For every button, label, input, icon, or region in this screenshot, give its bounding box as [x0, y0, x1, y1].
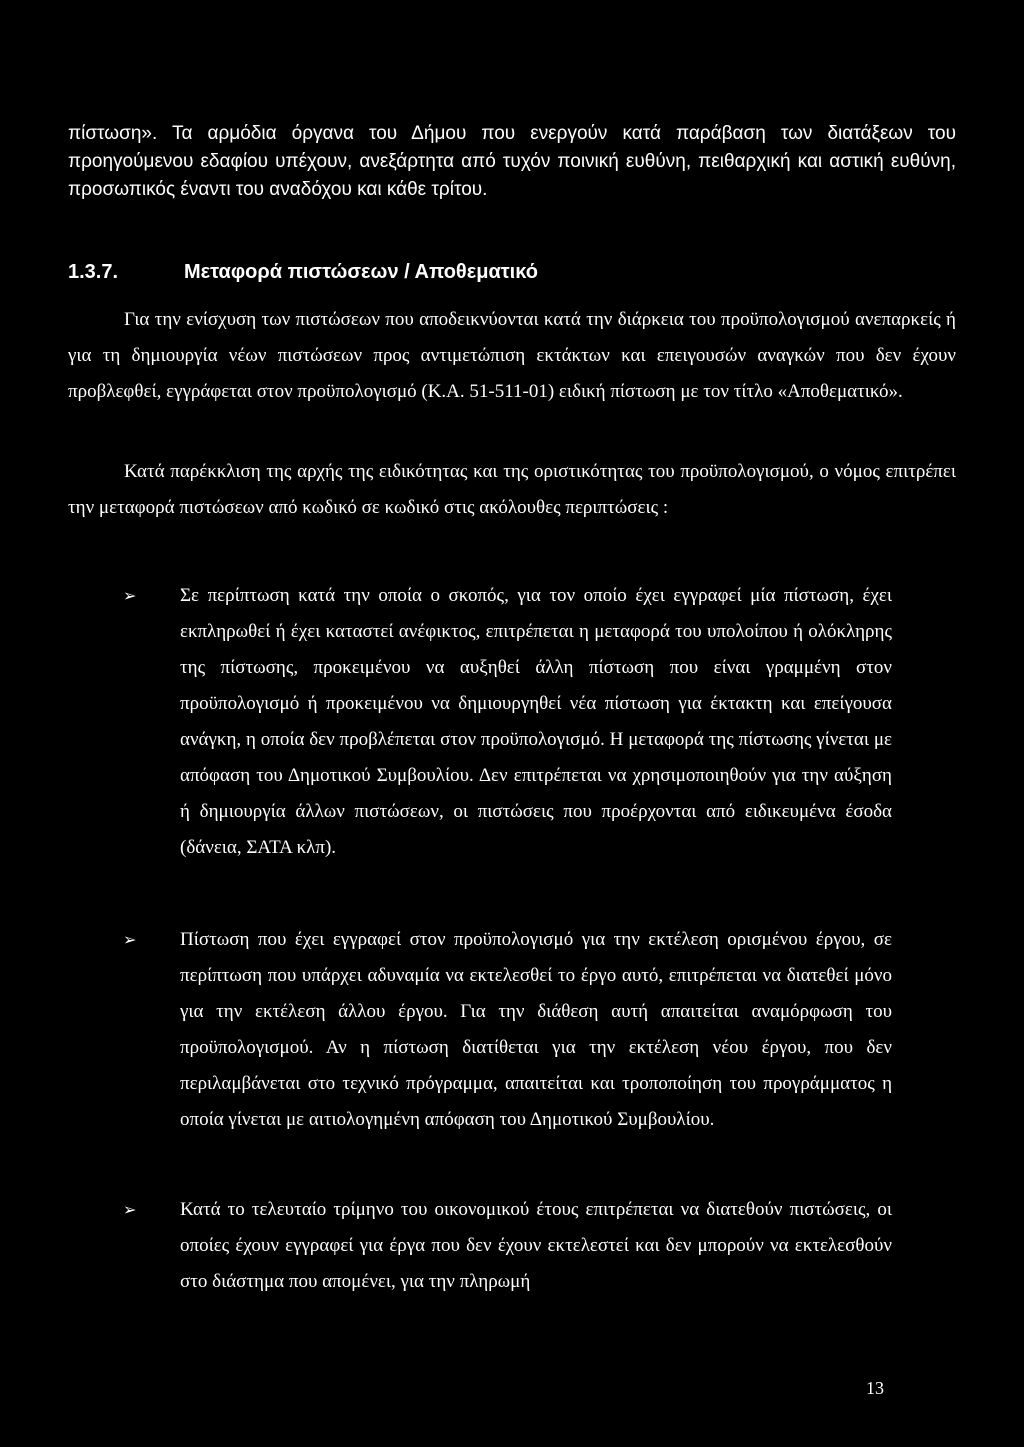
bullet-arrow-icon: ➢: [123, 586, 137, 605]
intro-paragraph: πίστωση». Τα αρμόδια όργανα του Δήμου που ενεργούν κατά παράβαση των διατάξεων του προηγούμενου εδαφίου υπέχουν, ανεξάρτητα από τυχόν ποινική ευθύνη, πειθαρχική και αστική ευθύνη, προσωπικός έναντι του αναδόχου και κάθε τρίτου.: [68, 123, 956, 200]
section-title: Μεταφορά πιστώσεων / Αποθεματικό: [184, 261, 538, 283]
paragraph-exceptions: Κατά παρέκκλιση της αρχής της ειδικότητας και της οριστικότητας του προϋπολογισμού, ο νόμος επιτρέπει την μεταφορά πιστώσεων από κωδικό σε κωδικό στις ακόλουθες περιπτώσεις :: [68, 461, 956, 518]
bullet-arrow-icon: ➢: [123, 1200, 137, 1219]
bullet-item-3: Κατά το τελευταίο τρίμηνο του οικονομικού έτους επιτρέπεται να διατεθούν πιστώσεις, οι οποίες έχουν εγγραφεί για έργα που δεν έχουν εκτελεστεί και δεν μπορούν να εκτελεσθούν στο διάστημα που απομένει, για την πληρωμή: [180, 1199, 892, 1292]
section-number: 1.3.7.: [68, 261, 119, 283]
section-heading: [68, 258, 538, 286]
bullet-item-1: Σε περίπτωση κατά την οποία ο σκοπός, για τον οποίο έχει εγγραφεί μία πίστωση, έχει εκπληρωθεί ή έχει καταστεί ανέφικτος, επιτρέπεται η μεταφορά του υπολοίπου ή ολόκληρης της πίστωσης, προκειμένου να αυξηθεί άλλη πίστωση που είναι γραμμένη στον προϋπολογισμό ή προκειμένου να δημιουργηθεί νέα πίστωση για έκτακτη και επείγουσα ανάγκη, η οποία δεν προβλέπεται στον προϋπολογισμό. Η μεταφορά της πίστωσης γίνεται με απόφαση του Δημοτικού Συμβουλίου. Δεν επιτρέπεται να χρησιμοποιηθούν για την αύξηση ή δημιουργία άλλων πιστώσεων, οι πιστώσεις που προέρχονται από ειδικευμένα έσοδα (δάνεια, ΣΑΤΑ κλπ).: [180, 585, 892, 858]
page-number: 13: [866, 1378, 884, 1398]
bullet-arrow-icon: ➢: [123, 930, 137, 949]
bullet-item-2: Πίστωση που έχει εγγραφεί στον προϋπολογισμό για την εκτέλεση ορισμένου έργου, σε περίπτωση που υπάρχει αδυναμία να εκτελεσθεί το έργο αυτό, επιτρέπεται να διατεθεί μόνο για την εκτέλεση άλλου έργου. Για την διάθεση αυτή απαιτείται αναμόρφωση του προϋπολογισμού. Αν η πίστωση διατίθεται για την εκτέλεση νέου έργου, που δεν περιλαμβάνεται στο τεχνικό πρόγραμμα, απαιτείται και τροποποίηση του προγράμματος η οποία γίνεται με αιτιολογημένη απόφαση του Δημοτικού Συμβουλίου.: [180, 929, 892, 1130]
paragraph-reserve: Για την ενίσχυση των πιστώσεων που αποδεικνύονται κατά την διάρκεια του προϋπολογισμού ανεπαρκείς ή για τη δημιουργία νέων πιστώσεων προς αντιμετώπιση εκτάκτων και επειγουσών αναγκών που δεν έχουν προβλεφθεί, εγγράφεται στον προϋπολογισμό (Κ.Α. 51-511-01) ειδική πίστωση με τον τίτλο «Αποθεματικό».: [68, 309, 956, 402]
